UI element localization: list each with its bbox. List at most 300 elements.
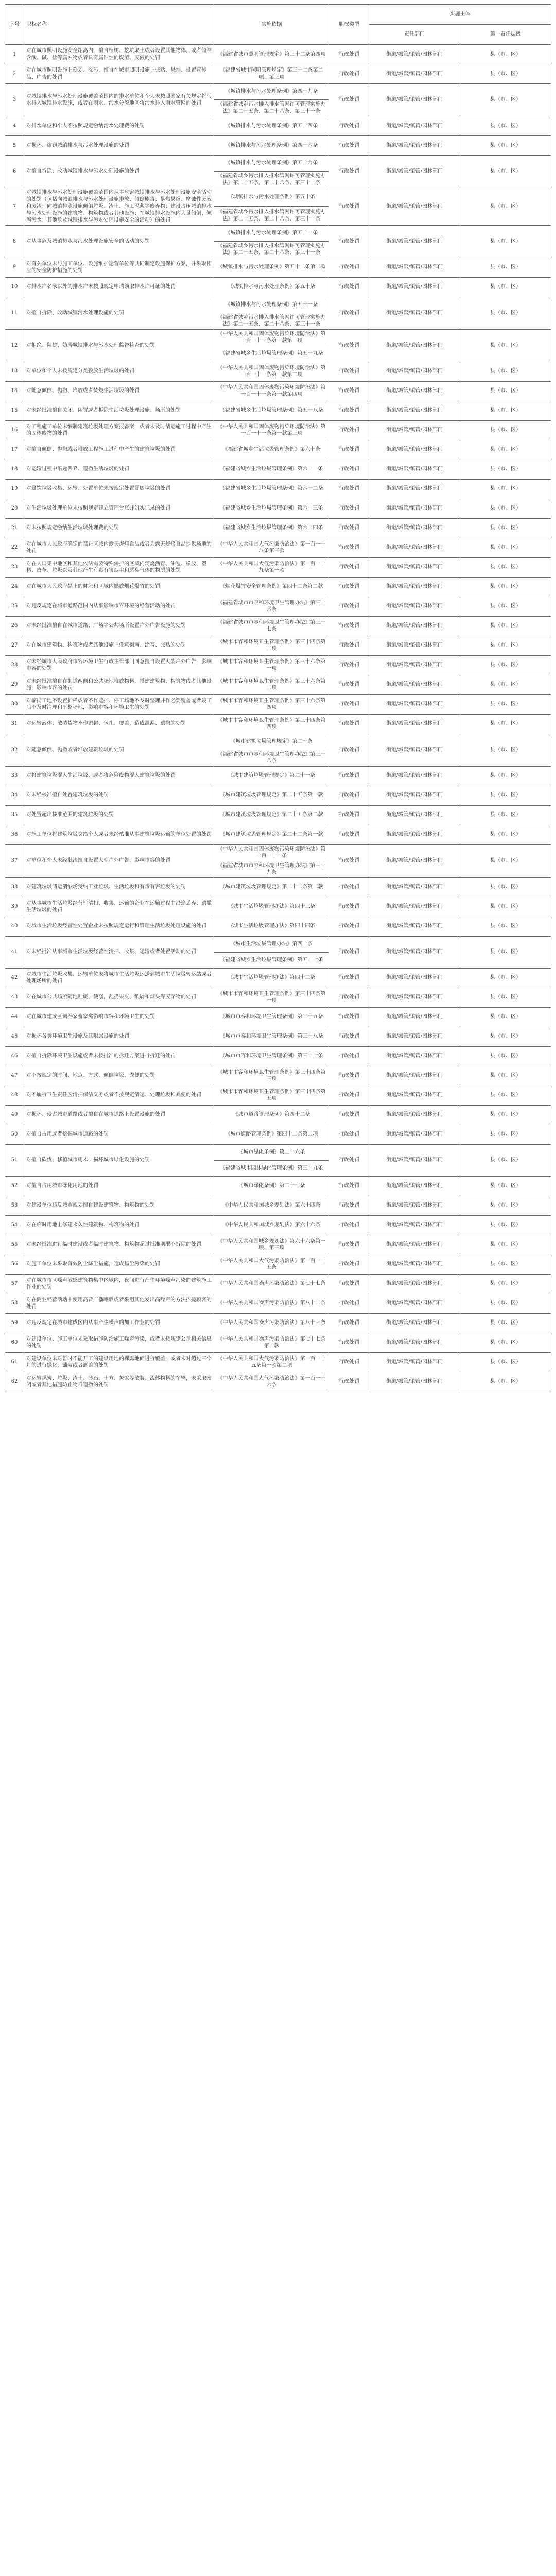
responsibility-level: 县（市、区） (460, 655, 551, 675)
table-row (5, 116, 551, 136)
responsibility-level: 县（市、区） (460, 156, 551, 188)
authority-type: 行政处罚 (329, 116, 369, 136)
row-number: 28 (5, 655, 24, 675)
responsibility-level: 县（市、区） (460, 597, 551, 616)
legal-basis: 《城市建筑垃圾管理规定》第二十五条第一款 (214, 786, 329, 805)
responsibility-level: 县（市、区） (460, 440, 551, 460)
table-row (5, 936, 551, 952)
responsible-dept: 街道/城管/镇管/园林部门 (369, 936, 460, 968)
legal-basis: 《福建省城乡污水排入排水管网许可管理实施办法》第二十五条、第二十八条、第三十一条 (214, 206, 329, 225)
authority-type: 行政处罚 (329, 1372, 369, 1392)
responsibility-level: 县（市、区） (460, 877, 551, 897)
responsible-dept: 街道/城管/镇管/园林部门 (369, 381, 460, 401)
responsible-dept: 街道/城管/镇管/园林部门 (369, 1105, 460, 1125)
responsible-dept: 街道/城管/镇管/园林部门 (369, 844, 460, 877)
row-number: 60 (5, 1333, 24, 1352)
authority-name: 对违反规定在城市道路范围内从事影响市容环境的经营活动的处罚 (24, 597, 214, 616)
table-row (5, 734, 551, 750)
legal-basis: 《城市生活垃圾管理办法》第四十二条 (214, 968, 329, 988)
table-row (5, 694, 551, 714)
table-row (5, 460, 551, 479)
responsible-dept: 街道/城管/镇管/园林部门 (369, 538, 460, 557)
table-row (5, 1255, 551, 1274)
responsible-dept: 街道/城管/镇管/园林部门 (369, 1176, 460, 1196)
legal-basis: 《城市生活垃圾管理办法》第四十四条 (214, 917, 329, 936)
header-level: 第一责任层级 (460, 25, 551, 45)
table-row (5, 440, 551, 460)
responsibility-level: 县（市、区） (460, 45, 551, 64)
table-row (5, 1352, 551, 1372)
row-number: 2 (5, 64, 24, 84)
responsible-dept: 街道/城管/镇管/园林部门 (369, 1066, 460, 1086)
legal-basis: 《中华人民共和国大气污染防治法》第一百一十五条 (214, 1255, 329, 1274)
responsibility-level: 县（市、区） (460, 1215, 551, 1235)
responsible-dept: 街道/城管/镇管/园林部门 (369, 499, 460, 518)
responsibility-level: 县（市、区） (460, 1255, 551, 1274)
row-number: 26 (5, 616, 24, 636)
table-row (5, 84, 551, 100)
authority-type: 行政处罚 (329, 381, 369, 401)
authority-name: 对不按规定的时间、地点、方式，倾倒垃圾、粪便的处罚 (24, 1066, 214, 1086)
table-row (5, 616, 551, 636)
legal-basis: 《中华人民共和国大气污染防治法》第一百一十八条第三款 (214, 538, 329, 557)
responsible-dept: 街道/城管/镇管/园林部门 (369, 1086, 460, 1105)
row-number: 37 (5, 844, 24, 877)
row-number: 13 (5, 362, 24, 381)
responsible-dept: 街道/城管/镇管/园林部门 (369, 714, 460, 734)
row-number: 45 (5, 1027, 24, 1046)
row-number: 36 (5, 825, 24, 844)
table-row (5, 877, 551, 897)
row-number: 31 (5, 714, 24, 734)
row-number: 25 (5, 597, 24, 616)
table-row (5, 401, 551, 420)
authority-name: 对在城市照明设施安全距离内，擅自植树、挖坑取土或者设置其他物体，或者倾倒含酸、碱、盐等腐蚀物或者具有腐蚀性的废渣、废液的处罚 (24, 45, 214, 64)
header-no: 序号 (5, 5, 24, 45)
authority-type: 行政处罚 (329, 675, 369, 694)
responsible-dept: 街道/城管/镇管/园林部门 (369, 1333, 460, 1352)
responsibility-level: 县（市、区） (460, 381, 551, 401)
authority-name: 对工程施工单位未编制建筑垃圾处理方案报备案，或者未及时清运施工过程中产生的固体废物的处罚 (24, 420, 214, 440)
authority-type: 行政处罚 (329, 844, 369, 877)
authority-name: 对建筑垃圾储运消纳场受纳工业垃圾、生活垃圾和有毒有害垃圾的处罚 (24, 877, 214, 897)
authority-type: 行政处罚 (329, 616, 369, 636)
row-number: 1 (5, 45, 24, 64)
authority-type: 行政处罚 (329, 156, 369, 188)
legal-basis: 《福建省城乡生活垃圾管理条例》第五十八条 (214, 401, 329, 420)
authority-name: 对损坏、盗窃城镇排水与污水处理设施的处罚 (24, 136, 214, 156)
table-row (5, 1274, 551, 1294)
legal-basis: 《城市生活垃圾管理办法》第四十三条 (214, 897, 329, 917)
authority-type: 行政处罚 (329, 577, 369, 597)
responsibility-level: 县（市、区） (460, 136, 551, 156)
row-number: 34 (5, 786, 24, 805)
authority-type: 行政处罚 (329, 401, 369, 420)
row-number: 4 (5, 116, 24, 136)
legal-basis: 《城市生活垃圾管理办法》第四十条 (214, 936, 329, 952)
legal-basis: 《城市建筑垃圾管理规定》第二十二条第二款 (214, 877, 329, 897)
responsible-dept: 街道/城管/镇管/园林部门 (369, 655, 460, 675)
responsible-dept: 街道/城管/镇管/园林部门 (369, 479, 460, 499)
responsibility-level: 县（市、区） (460, 1046, 551, 1066)
responsibility-level: 县（市、区） (460, 460, 551, 479)
responsible-dept: 街道/城管/镇管/园林部门 (369, 694, 460, 714)
authority-type: 行政处罚 (329, 518, 369, 538)
responsibility-level: 县（市、区） (460, 479, 551, 499)
legal-basis: 《中华人民共和国固体废物污染环境防治法》第一百一十一条第一款第三项 (214, 420, 329, 440)
authority-type: 行政处罚 (329, 917, 369, 936)
responsible-dept: 街道/城管/镇管/园林部门 (369, 766, 460, 786)
authority-type: 行政处罚 (329, 766, 369, 786)
table-row (5, 329, 551, 346)
authority-type: 行政处罚 (329, 1215, 369, 1235)
responsibility-level: 县（市、区） (460, 766, 551, 786)
legal-basis: 《福建省城乡污水排入排水管网许可管理实施办法》第二十五条、第二十八条、第三十一条 (214, 100, 329, 116)
responsibility-level: 县（市、区） (460, 1274, 551, 1294)
legal-basis: 《城市市容和环境卫生管理条例》第三十四条第二项 (214, 636, 329, 655)
row-number: 6 (5, 156, 24, 188)
legal-basis: 《福建省城乡污水排入排水管网许可管理实施办法》第二十五条、第二十八条、第三十一条 (214, 172, 329, 188)
responsible-dept: 街道/城管/镇管/园林部门 (369, 116, 460, 136)
row-number: 11 (5, 297, 24, 329)
responsible-dept: 街道/城管/镇管/园林部门 (369, 45, 460, 64)
responsible-dept: 街道/城管/镇管/园林部门 (369, 1372, 460, 1392)
responsible-dept: 街道/城管/镇管/园林部门 (369, 1046, 460, 1066)
table-row (5, 805, 551, 825)
authority-type: 行政处罚 (329, 420, 369, 440)
legal-basis: 《福建省城乡生活垃圾管理条例》第六十条 (214, 440, 329, 460)
responsible-dept: 街道/城管/镇管/园林部门 (369, 297, 460, 329)
row-number: 52 (5, 1176, 24, 1196)
legal-basis: 《中华人民共和国城乡规划法》第六十六条第一项、第三项 (214, 1235, 329, 1255)
responsible-dept: 街道/城管/镇管/园林部门 (369, 64, 460, 84)
row-number: 15 (5, 401, 24, 420)
authority-type: 行政处罚 (329, 1255, 369, 1274)
responsibility-level: 县（市、区） (460, 188, 551, 226)
authority-type: 行政处罚 (329, 329, 369, 362)
legal-basis: 《福建省城乡生活垃圾管理条例》第六十一条 (214, 460, 329, 479)
table-row (5, 1027, 551, 1046)
authority-name: 对运输煤炭、垃圾、渣土、砂石、土方、灰浆等散装、流体物料的车辆，未采取密闭或者其他措施防止物料遗撒的处罚 (24, 1372, 214, 1392)
responsibility-level: 县（市、区） (460, 297, 551, 329)
responsibility-level: 县（市、区） (460, 1066, 551, 1086)
table-row (5, 225, 551, 241)
row-number: 50 (5, 1125, 24, 1144)
responsibility-level: 县（市、区） (460, 988, 551, 1007)
authority-type: 行政处罚 (329, 597, 369, 616)
authority-name: 对随意倾倒、抛撒、堆放或者焚烧生活垃圾的处罚 (24, 381, 214, 401)
authority-name: 对临街工地不设置护栏或者不作遮挡、停工场地不及时整理并作必要覆盖或者竣工后不及时清理和平整场地，影响市容和环境卫生的处罚 (24, 694, 214, 714)
authority-name: 对城镇排水与污水处理设施覆盖范围内的排水单位和个人未按照国家有关规定将污水排入城镇排水设施，或者在雨水、污水分流地区将污水排入雨水管网的处罚 (24, 84, 214, 116)
row-number: 47 (5, 1066, 24, 1086)
legal-basis: 《福建省城市照明管理规定》第三十二条第二项、第三项 (214, 64, 329, 84)
legal-basis: 《城市市容和环境卫生管理条例》第三十五条 (214, 1007, 329, 1027)
table-row (5, 1313, 551, 1333)
responsible-dept: 街道/城管/镇管/园林部门 (369, 1007, 460, 1027)
row-number: 32 (5, 734, 24, 766)
authority-type: 行政处罚 (329, 636, 369, 655)
authority-type: 行政处罚 (329, 1235, 369, 1255)
responsibility-level: 县（市、区） (460, 401, 551, 420)
responsibility-level: 县（市、区） (460, 116, 551, 136)
legal-basis: 《福建省城乡生活垃圾管理条例》第六十二条 (214, 479, 329, 499)
authority-name: 对在城市人民政府确定的禁止区域内露天烧烤食品或者为露天烧烤食品提供场地的处罚 (24, 538, 214, 557)
row-number: 24 (5, 577, 24, 597)
row-number: 56 (5, 1255, 24, 1274)
authority-name: 对单位和个人未经批准擅自设置大型户外广告，影响市容的处罚 (24, 844, 214, 877)
row-number: 39 (5, 897, 24, 917)
table-row (5, 1144, 551, 1160)
responsibility-level: 县（市、区） (460, 1144, 551, 1176)
authority-name: 对擅自占用城市绿化用地的处罚 (24, 1176, 214, 1196)
authority-name: 对建设单位未对暂时不能开工的建设用地的裸露地面进行覆盖，或者未对超过三个月的进行绿化、铺装或者遮盖的处罚 (24, 1352, 214, 1372)
legal-basis: 《城市建筑垃圾管理规定》第二十条 (214, 734, 329, 750)
table-row (5, 1215, 551, 1235)
responsible-dept: 街道/城管/镇管/园林部门 (369, 258, 460, 277)
responsible-dept: 街道/城管/镇管/园林部门 (369, 1215, 460, 1235)
responsible-dept: 街道/城管/镇管/园林部门 (369, 597, 460, 616)
table-row (5, 381, 551, 401)
row-number: 12 (5, 329, 24, 362)
responsibility-level: 县（市、区） (460, 636, 551, 655)
responsibility-level: 县（市、区） (460, 1196, 551, 1215)
authority-name: 对擅自拆除环境卫生设施或者未按批准的拆迁方案进行拆迁的处罚 (24, 1046, 214, 1066)
legal-basis: 《福建省城市市容和环境卫生管理办法》第三十九条 (214, 861, 329, 877)
legal-basis: 《中华人民共和国城乡规划法》第六十六条 (214, 1215, 329, 1235)
authority-type: 行政处罚 (329, 1313, 369, 1333)
row-number: 16 (5, 420, 24, 440)
row-number: 42 (5, 968, 24, 988)
table-row (5, 156, 551, 172)
responsible-dept: 街道/城管/镇管/园林部门 (369, 401, 460, 420)
responsibility-level: 县（市、区） (460, 897, 551, 917)
responsibility-level: 县（市、区） (460, 675, 551, 694)
responsibility-level: 县（市、区） (460, 64, 551, 84)
responsibility-level: 县（市、区） (460, 1352, 551, 1372)
responsibility-level: 县（市、区） (460, 694, 551, 714)
legal-basis: 《城市市容和环境卫生管理条例》第三十四条第四项 (214, 714, 329, 734)
authority-name: 对擅自拆除、改动城镇排水与污水处理设施的处罚 (24, 156, 214, 188)
authority-type: 行政处罚 (329, 1333, 369, 1352)
table-row (5, 968, 551, 988)
authority-name: 对违反规定在城市建成区内从事产生噪声的加工作业的处罚 (24, 1313, 214, 1333)
table-row (5, 655, 551, 675)
authority-table (5, 4, 551, 1392)
responsibility-level: 县（市、区） (460, 714, 551, 734)
legal-basis: 《城市道路管理条例》第四十二条 (214, 1105, 329, 1125)
authority-name: 对在城市照明设施上刻划、涂污，擅自在城市照明设施上张贴、悬挂、设置宣传品、广告的处罚 (24, 64, 214, 84)
legal-basis: 《福建省城乡生活垃圾管理条例》第六十三条 (214, 499, 329, 518)
legal-basis: 《福建省城乡生活垃圾管理条例》第五十七条 (214, 952, 329, 968)
table-row (5, 844, 551, 861)
row-number: 58 (5, 1294, 24, 1313)
authority-type: 行政处罚 (329, 825, 369, 844)
table-row (5, 1007, 551, 1027)
authority-name: 对未经核准擅自处置建筑垃圾的处罚 (24, 786, 214, 805)
row-number: 44 (5, 1007, 24, 1027)
authority-type: 行政处罚 (329, 1027, 369, 1046)
legal-basis: 《中华人民共和国固体废物污染环境防治法》第一百一十一条第一款第二项 (214, 362, 329, 381)
table-row (5, 825, 551, 844)
authority-name: 对处置超出核准范围的建筑垃圾的处罚 (24, 805, 214, 825)
row-number: 7 (5, 188, 24, 226)
authority-name: 对损坏各类环境卫生设施及其附属设施的处罚 (24, 1027, 214, 1046)
responsibility-level: 县（市、区） (460, 557, 551, 577)
table-row (5, 675, 551, 694)
authority-name: 对在人口集中地区和其他依法需要特殊保护的区域内焚烧沥青、油毡、橡胶、塑料、皮革、垃圾以及其他产生有毒有害烟尘和恶臭气体的物质的处罚 (24, 557, 214, 577)
table-row (5, 1372, 551, 1392)
authority-type: 行政处罚 (329, 988, 369, 1007)
table-row (5, 362, 551, 381)
authority-type: 行政处罚 (329, 1086, 369, 1105)
responsible-dept: 街道/城管/镇管/园林部门 (369, 734, 460, 766)
authority-name: 对城市生活垃圾经营性处置企业未按照规定运行和管理生活垃圾处理设施的处罚 (24, 917, 214, 936)
authority-name: 对施工单位将建筑垃圾交给个人或者未经核准从事建筑垃圾运输的单位处置的处罚 (24, 825, 214, 844)
legal-basis: 《城市市容和环境卫生管理条例》第三十八条 (214, 1027, 329, 1046)
authority-name: 对运输过程中沿途丢弃、遗撒生活垃圾的处罚 (24, 460, 214, 479)
table-row (5, 45, 551, 64)
row-number: 51 (5, 1144, 24, 1176)
row-number: 29 (5, 675, 24, 694)
legal-basis: 《城市市容和环境卫生管理条例》第三十六条第四项 (214, 694, 329, 714)
row-number: 46 (5, 1046, 24, 1066)
row-number: 21 (5, 518, 24, 538)
authority-type: 行政处罚 (329, 479, 369, 499)
responsibility-level: 县（市、区） (460, 362, 551, 381)
responsibility-level: 县（市、区） (460, 225, 551, 258)
responsible-dept: 街道/城管/镇管/园林部门 (369, 277, 460, 297)
responsibility-level: 县（市、区） (460, 1007, 551, 1027)
table-row (5, 1333, 551, 1352)
row-number: 8 (5, 225, 24, 258)
responsible-dept: 街道/城管/镇管/园林部门 (369, 675, 460, 694)
responsible-dept: 街道/城管/镇管/园林部门 (369, 440, 460, 460)
authority-type: 行政处罚 (329, 277, 369, 297)
authority-name: 对擅自占用或者挖掘城市道路的处罚 (24, 1125, 214, 1144)
authority-name: 对在城市市区噪声敏感建筑物集中区域内，夜间进行产生环境噪声污染的建筑施工作业的处罚 (24, 1274, 214, 1294)
authority-name: 对施工单位未采取有效防尘降尘措施，造成扬尘污染的处罚 (24, 1255, 214, 1274)
row-number: 53 (5, 1196, 24, 1215)
legal-basis: 《中华人民共和国城乡规划法》第六十四条 (214, 1196, 329, 1215)
responsible-dept: 街道/城管/镇管/园林部门 (369, 84, 460, 116)
legal-basis: 《城镇排水与污水处理条例》第五十条 (214, 188, 329, 207)
responsible-dept: 街道/城管/镇管/园林部门 (369, 1352, 460, 1372)
legal-basis: 《中华人民共和国固体废物污染环境防治法》第一百一十一条第一款第一项 (214, 329, 329, 346)
legal-basis: 《城市市容和环境卫生管理条例》第三十四条第三项 (214, 1066, 329, 1086)
table-row (5, 1176, 551, 1196)
table-row (5, 766, 551, 786)
authority-name: 对将建筑垃圾混入生活垃圾，或者将危险废物混入建筑垃圾的处罚 (24, 766, 214, 786)
table-body (5, 45, 551, 1392)
authority-name: 对在城市人民政府禁止的时段和区域内燃放烟花爆竹的处罚 (24, 577, 214, 597)
responsibility-level: 县（市、区） (460, 420, 551, 440)
row-number: 33 (5, 766, 24, 786)
table-row (5, 188, 551, 207)
authority-type: 行政处罚 (329, 897, 369, 917)
authority-type: 行政处罚 (329, 1105, 369, 1125)
table-row (5, 1105, 551, 1125)
row-number: 49 (5, 1105, 24, 1125)
header-item: 职权名称 (24, 5, 214, 45)
responsibility-level: 县（市、区） (460, 1125, 551, 1144)
authority-type: 行政处罚 (329, 877, 369, 897)
legal-basis: 《福建省城乡生活垃圾管理条例》第五十九条 (214, 346, 329, 362)
responsible-dept: 街道/城管/镇管/园林部门 (369, 188, 460, 226)
row-number: 35 (5, 805, 24, 825)
row-number: 27 (5, 636, 24, 655)
authority-type: 行政处罚 (329, 694, 369, 714)
table-row (5, 64, 551, 84)
table-row (5, 988, 551, 1007)
table-row (5, 636, 551, 655)
authority-name: 对排水户名录以外的排水户未按照规定申请领取排水许可证的处罚 (24, 277, 214, 297)
authority-name: 对未经城市人民政府市容环境卫生行政主管部门同意擅自设置大型户外广告，影响市容的处罚 (24, 655, 214, 675)
authority-name: 对擅自倾倒、抛撒或者堆放工程施工过程中产生的建筑垃圾的处罚 (24, 440, 214, 460)
table-row (5, 577, 551, 597)
responsibility-level: 县（市、区） (460, 917, 551, 936)
responsible-dept: 街道/城管/镇管/园林部门 (369, 557, 460, 577)
row-number: 40 (5, 917, 24, 936)
responsibility-level: 县（市、区） (460, 616, 551, 636)
authority-type: 行政处罚 (329, 1294, 369, 1313)
authority-name: 对生活垃圾处理单位未按照规定建立管理台账并如实记录的处罚 (24, 499, 214, 518)
authority-type: 行政处罚 (329, 1274, 369, 1294)
responsible-dept: 街道/城管/镇管/园林部门 (369, 156, 460, 188)
responsibility-level: 县（市、区） (460, 1105, 551, 1125)
authority-type: 行政处罚 (329, 936, 369, 968)
responsible-dept: 街道/城管/镇管/园林部门 (369, 636, 460, 655)
row-number: 57 (5, 1274, 24, 1294)
authority-type: 行政处罚 (329, 297, 369, 329)
legal-basis: 《城市建筑垃圾管理规定》第二十一条 (214, 766, 329, 786)
authority-name: 对未经批准从事城市生活垃圾经营性清扫、收集、运输或者处置活动的处罚 (24, 936, 214, 968)
responsibility-level: 县（市、区） (460, 968, 551, 988)
legal-basis: 《福建省城市市容和环境卫生管理办法》第三十六条 (214, 597, 329, 616)
authority-name: 对擅自砍伐、移植城市树木，损坏城市绿化设施的处罚 (24, 1144, 214, 1176)
table-row (5, 258, 551, 277)
responsibility-level: 县（市、区） (460, 1027, 551, 1046)
legal-basis: 《福建省城乡生活垃圾管理条例》第六十四条 (214, 518, 329, 538)
legal-basis: 《福建省城市园林绿化管理条例》第三十九条 (214, 1160, 329, 1176)
responsibility-level: 县（市、区） (460, 518, 551, 538)
legal-basis: 《福建省城市市容和环境卫生管理办法》第三十八条 (214, 750, 329, 766)
authority-name: 对单位和个人未按规定分类投放生活垃圾的处罚 (24, 362, 214, 381)
legal-basis: 《城镇排水与污水处理条例》第五十一条 (214, 297, 329, 313)
responsibility-level: 县（市、区） (460, 734, 551, 766)
authority-type: 行政处罚 (329, 968, 369, 988)
row-number: 43 (5, 988, 24, 1007)
responsibility-level: 县（市、区） (460, 84, 551, 116)
authority-type: 行政处罚 (329, 1176, 369, 1196)
legal-basis: 《福建省城乡污水排入排水管网许可管理实施办法》第二十五条、第二十八条、第三十一条 (214, 313, 329, 329)
authority-name: 对运输液体、散装货物不作密封、包扎、覆盖，造成泄漏、遗撒的处罚 (24, 714, 214, 734)
authority-name: 对在城市建成区饲养家畜家禽影响市容和环境卫生的处罚 (24, 1007, 214, 1027)
legal-basis: 《城市绿化条例》第二十七条 (214, 1176, 329, 1196)
responsibility-level: 县（市、区） (460, 1372, 551, 1392)
authority-name: 对从事危及城镇排水与污水处理设施安全的活动的处罚 (24, 225, 214, 258)
table-row (5, 538, 551, 557)
table-row (5, 1046, 551, 1066)
table-row (5, 1235, 551, 1255)
table-row (5, 136, 551, 156)
responsibility-level: 县（市、区） (460, 1176, 551, 1196)
row-number: 59 (5, 1313, 24, 1333)
authority-type: 行政处罚 (329, 1352, 369, 1372)
legal-basis: 《城市建筑垃圾管理规定》第二十二条第一款 (214, 825, 329, 844)
responsible-dept: 街道/城管/镇管/园林部门 (369, 1255, 460, 1274)
responsible-dept: 街道/城管/镇管/园林部门 (369, 1235, 460, 1255)
responsibility-level: 县（市、区） (460, 1235, 551, 1255)
